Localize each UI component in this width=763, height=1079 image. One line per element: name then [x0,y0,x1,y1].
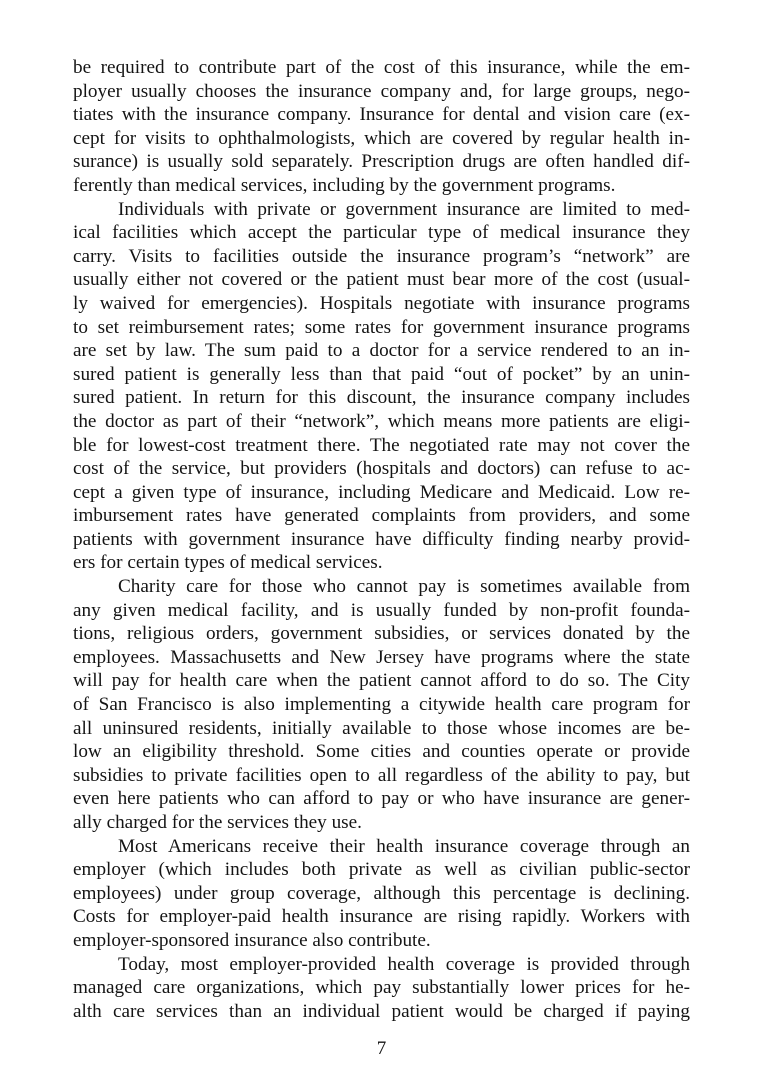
text-line: employees) under group coverage, although this percentage is declining. [73,882,690,904]
text-line: ers for certain types of medical services. [73,552,383,574]
text-line: cept a given type of insurance, including Medicare and Medicaid. Low re- [73,481,690,503]
text-line: ical facilities which accept the particular type of medical insurance they [73,222,690,244]
text-line: ployer usually chooses the insurance company and, for large groups, nego- [73,80,690,102]
text-line: even here patients who can afford to pay or who have insurance are gener- [73,788,690,810]
text-line: Individuals with private or government insurance are limited to med- [118,198,690,220]
text-line: imbursement rates have generated complaints from providers, and some [73,505,690,527]
page-number: 7 [376,1038,387,1059]
text-line: employees. Massachusetts and New Jersey have programs where the state [73,646,690,668]
text-line: patients with government insurance have difficulty finding nearby provid- [73,528,690,550]
text-line: of San Francisco is also implementing a citywide health care program for [73,694,690,716]
text-line: ally charged for the services they use. [73,812,362,833]
text-line: employer-sponsored insurance also contribute. [73,929,431,951]
text-line: all uninsured residents, initially available to those whose incomes are be- [73,717,690,739]
text-line: be required to contribute part of the cost of this insurance, while the em- [73,57,690,78]
text-line: Most Americans receive their health insurance coverage through an [118,835,690,857]
text-line: employer (which includes both private as well as civilian public-sector [73,859,690,881]
text-line: Charity care for those who cannot pay is sometimes available from [118,576,690,598]
paragraph-3 [73,575,690,835]
text-line: sured patient. In return for this discount, the insurance company includes [73,387,690,409]
paragraph-2 [73,198,690,576]
text-line: are set by law. The sum paid to a doctor for a service rendered to an in- [73,340,690,362]
text-line: tiates with the insurance company. Insurance for dental and vision care (ex- [73,104,690,126]
text-line: ble for lowest-cost treatment there. The negotiated rate may not cover the [73,434,690,456]
text-line: cept for visits to ophthalmologists, which are covered by regular health in- [73,127,690,149]
text-line: subsidies to private facilities open to all regardless of the ability to pay, but [73,764,690,786]
text-line: low an eligibility threshold. Some cities and counties operate or provide [73,741,690,763]
document-page [73,56,690,1023]
paragraph-1 [73,56,690,198]
text-line: any given medical facility, and is usually funded by non-profit founda- [73,599,690,621]
text-line: alth care services than an individual patient would be charged if paying [73,1000,690,1022]
text-line: managed care organizations, which pay substantially lower prices for he- [73,977,690,999]
text-line: sured patient is generally less than that paid “out of pocket” by an unin- [73,363,690,385]
text-line: Costs for employer-paid health insurance are rising rapidly. Workers with [73,906,690,928]
text-line: usually either not covered or the patient must bear more of the cost (usual- [73,269,690,291]
paragraph-4 [73,835,690,953]
text-line: will pay for health care when the patient cannot afford to do so. The City [73,670,690,692]
text-line: carry. Visits to facilities outside the insurance program’s “network” are [73,245,690,267]
text-line: tions, religious orders, government subsidies, or services donated by the [73,623,690,645]
text-line: ferently than medical services, including by the government programs. [73,174,616,196]
paragraph-5 [73,953,690,1024]
text-line: cost of the service, but providers (hospitals and doctors) can refuse to ac- [73,458,690,480]
text-line: ly waived for emergencies). Hospitals negotiate with insurance programs [73,292,690,314]
text-line: Today, most employer-provided health coverage is provided through [118,953,690,975]
text-line: surance) is usually sold separately. Prescription drugs are often handled dif- [73,151,690,173]
text-line: the doctor as part of their “network”, which means more patients are eligi- [73,410,690,432]
text-line: to set reimbursement rates; some rates for government insurance programs [73,316,690,338]
